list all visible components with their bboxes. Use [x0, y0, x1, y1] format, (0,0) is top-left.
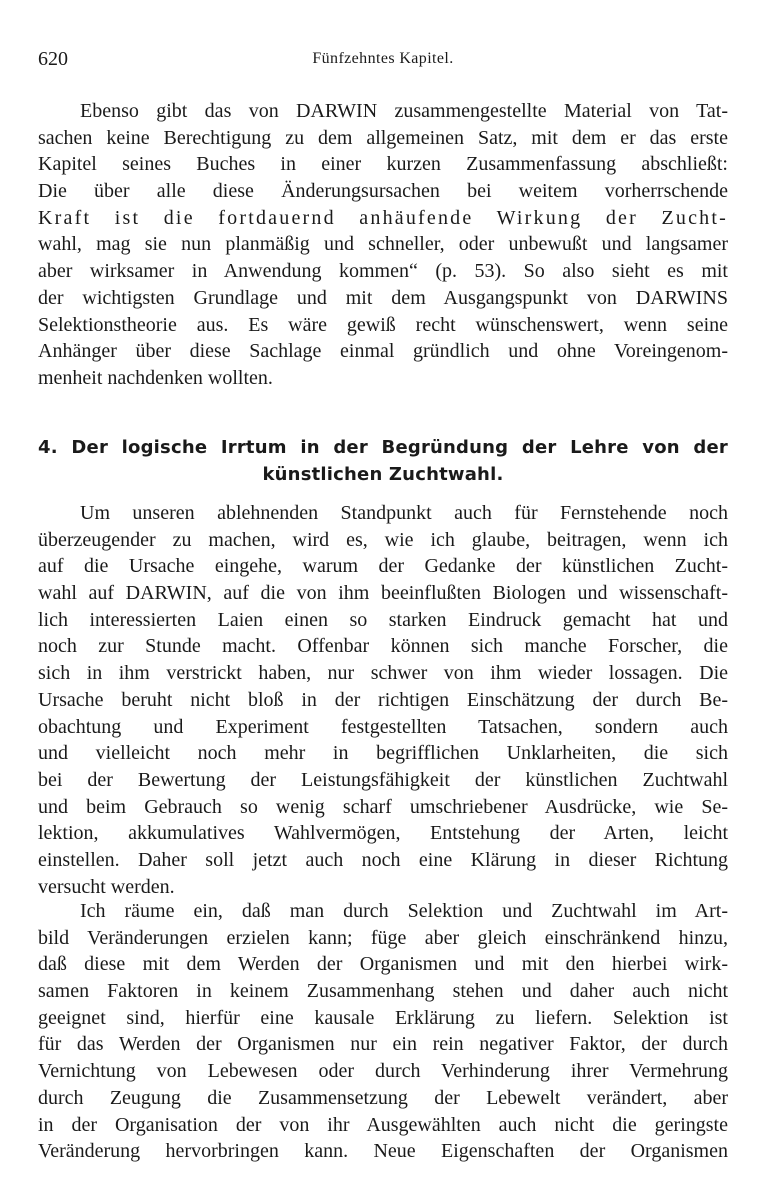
- text-line: Vernichtung von Lebewesen oder durch Verhinderung ihrer Vermehrung: [38, 1060, 728, 1083]
- text-line: und vielleicht noch mehr in begrifflichen Unklarheiten, die sich: [38, 742, 728, 765]
- running-head: [38, 46, 728, 72]
- text-line: Kapitel seines Buches in einer kurzen Zusammenfassung abschließt:: [38, 153, 728, 176]
- text-line: der wichtigsten Grundlage und mit dem Ausgangspunkt von DARWINS: [38, 286, 728, 309]
- text-line: Ich räume ein, daß man durch Selektion und Zuchtwahl im Art-: [80, 900, 728, 922]
- text-line: Selektionstheorie aus. Es wäre gewiß recht wünschenswert, wenn seine: [38, 313, 728, 336]
- text-line: bild Veränderungen erzielen kann; füge aber gleich einschränkend hinzu,: [38, 926, 728, 949]
- text-line: sachen keine Berechtigung zu dem allgemeinen Satz, mit dem er das erste: [38, 126, 728, 149]
- text-line: Anhänger über diese Sachlage einmal gründlich und ohne Voreingenom-: [38, 340, 728, 363]
- text-line: Ebenso gibt das von DARWIN zusammengestellte Material von Tat-: [80, 100, 728, 122]
- text-line: für das Werden der Organismen nur ein rein negativer Faktor, der durch: [38, 1033, 728, 1056]
- text-line: in der Organisation der von ihr Ausgewählten auch nicht die geringste: [38, 1113, 728, 1136]
- text-line: und beim Gebrauch so wenig scharf umschriebener Ausdrücke, wie Se-: [38, 795, 728, 818]
- text-line: sich in ihm verstrickt haben, nur schwer von ihm wieder lossagen. Die: [38, 662, 728, 685]
- text-line: aber wirksamer in Anwendung kommen“ (p. 53). So also sieht es mit: [38, 260, 728, 283]
- text-line: Um unseren ablehnenden Standpunkt auch für Fernstehende noch: [80, 502, 728, 524]
- text-line: noch zur Stunde macht. Offenbar können sich manche Forscher, die: [38, 635, 728, 658]
- chapter-title: Fünfzehntes Kapitel.: [312, 50, 454, 67]
- text-line: Kraft ist die fortdauernd anhäufende Wirkung der Zucht-: [38, 206, 728, 229]
- paragraph-1: [38, 98, 728, 392]
- text-line: auf die Ursache eingehe, warum der Gedanke der künstlichen Zucht-: [38, 555, 728, 578]
- heading-line: künstlichen Zuchtwahl.: [262, 464, 504, 485]
- heading-line: 4. Der logische Irrtum in der Begründung der Lehre von der: [38, 437, 728, 458]
- text-line: einstellen. Daher soll jetzt auch noch eine Klärung in dieser Richtung: [38, 848, 728, 871]
- paragraph-3: [38, 898, 728, 1165]
- text-line: lektion, akkumulatives Wahlvermögen, Entstehung der Arten, leicht: [38, 822, 728, 845]
- text-line: lich interessierten Laien einen so starken Eindruck gemacht hat und: [38, 608, 728, 631]
- text-line: versucht werden.: [38, 875, 175, 898]
- text-line: samen Faktoren in keinem Zusammenhang stehen und daher auch nicht: [38, 980, 728, 1003]
- text-line: Veränderung hervorbringen kann. Neue Eigenschaften der Organismen: [38, 1140, 728, 1163]
- text-line: Ursache beruht nicht bloß in der richtigen Einschätzung der durch Be-: [38, 688, 728, 711]
- paragraph-2: [38, 500, 728, 900]
- text-line: menheit nachdenken wollten.: [38, 366, 273, 389]
- section-heading: [38, 434, 728, 488]
- text-line: obachtung und Experiment festgestellten Tatsachen, sondern auch: [38, 715, 728, 738]
- text-line: wahl, mag sie nun planmäßig und schneller, oder unbewußt und langsamer: [38, 233, 728, 256]
- text-line: durch Zeugung die Zusammensetzung der Lebewelt verändert, aber: [38, 1086, 728, 1109]
- text-line: daß diese mit dem Werden der Organismen und mit den hierbei wirk-: [38, 953, 728, 976]
- text-line: überzeugender zu machen, wird es, wie ich glaube, beitragen, wenn ich: [38, 528, 728, 551]
- text-line: Die über alle diese Änderungsursachen bei weitem vorherrschende: [38, 180, 728, 203]
- page-number: 620: [38, 48, 68, 70]
- text-line: geeignet sind, hierfür eine kausale Erklärung zu liefern. Selektion ist: [38, 1006, 728, 1029]
- text-line: bei der Bewertung der Leistungsfähigkeit der künstlichen Zuchtwahl: [38, 768, 728, 791]
- text-line: wahl auf DARWIN, auf die von ihm beeinflußten Biologen und wissenschaft-: [38, 582, 728, 605]
